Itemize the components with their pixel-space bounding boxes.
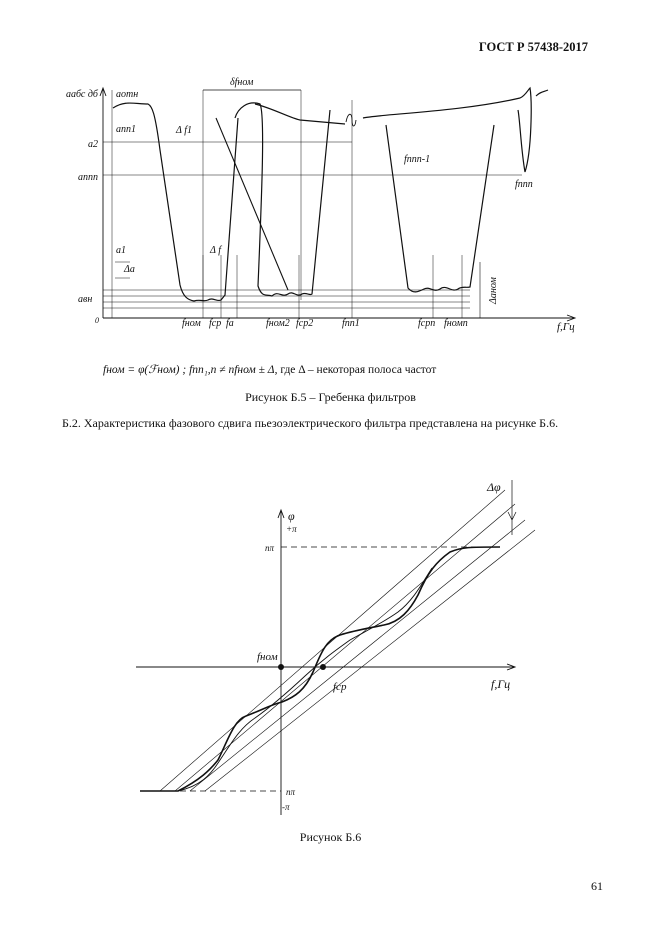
a1-label: a1	[116, 245, 126, 256]
a-pp1-label: aпп1	[116, 124, 136, 135]
f-sr-label: fср	[209, 318, 222, 329]
page-number: 61	[591, 879, 603, 893]
a2-label: a2	[88, 139, 98, 150]
document-header: ГОСТ Р 57438-2017	[478, 40, 588, 54]
delta-fnom-label: δfном	[230, 77, 254, 88]
figure-b5-formula	[103, 362, 436, 376]
phi-label: φ	[288, 509, 295, 523]
y-axis-label: aабс дб	[66, 89, 98, 100]
minus-pi-label: -π	[282, 802, 290, 812]
delta-a-label: Δa	[124, 264, 135, 275]
f-srn-label: fсрn	[418, 318, 436, 329]
body-paragraph: Б.2. Характеристика фазового сдвига пьезоэлектрического фильтра представлена на рисунке Б.6.	[62, 416, 559, 430]
f-nom2-label: fном2	[266, 318, 290, 329]
delta-phi-label: Δφ	[487, 480, 501, 494]
f-a-label: fa	[226, 318, 234, 329]
f-pp1-label: fпп1	[342, 318, 360, 329]
n-pi-low-label: nπ	[286, 787, 296, 797]
delta-f-label: Δ f	[210, 245, 221, 256]
figure-b5-caption: Рисунок Б.5 – Гребенка фильтров	[245, 390, 416, 404]
figure-b6-caption: Рисунок Б.6	[299, 830, 362, 844]
zero-label: 0	[95, 316, 99, 325]
formula-f: f	[103, 364, 107, 376]
f-ppn1-label: fппn-1	[404, 154, 431, 165]
n-pi-label: nπ	[265, 543, 275, 553]
f-sr2-label: fср2	[296, 318, 314, 329]
delta-anom-label: Δaном	[488, 277, 499, 304]
x-axis-label-b6: f,Гц	[491, 677, 511, 691]
a-vn-label: aвн	[78, 294, 93, 305]
formula-main: ном = φ(ℱном) ; fпп₁,n ≠ nfном ± Δ	[106, 364, 275, 376]
a-otn-label: aотн	[116, 89, 139, 100]
formula-note: , где Δ – некоторая полоса частот	[274, 364, 437, 376]
plus-pi-label: +π	[286, 524, 297, 534]
delta-f1-label: Δ f1	[176, 125, 192, 136]
f-nom-label-b6: fном	[257, 651, 278, 663]
x-axis-label: f,Гц	[557, 321, 575, 333]
f-nomn-label: fномn	[444, 318, 468, 329]
f-ppn-label: fппn	[515, 179, 533, 190]
a-ppn-label: aппn	[78, 172, 98, 183]
f-nom-label: fном	[182, 318, 201, 329]
f-sr-label-b6: fср	[333, 681, 347, 693]
